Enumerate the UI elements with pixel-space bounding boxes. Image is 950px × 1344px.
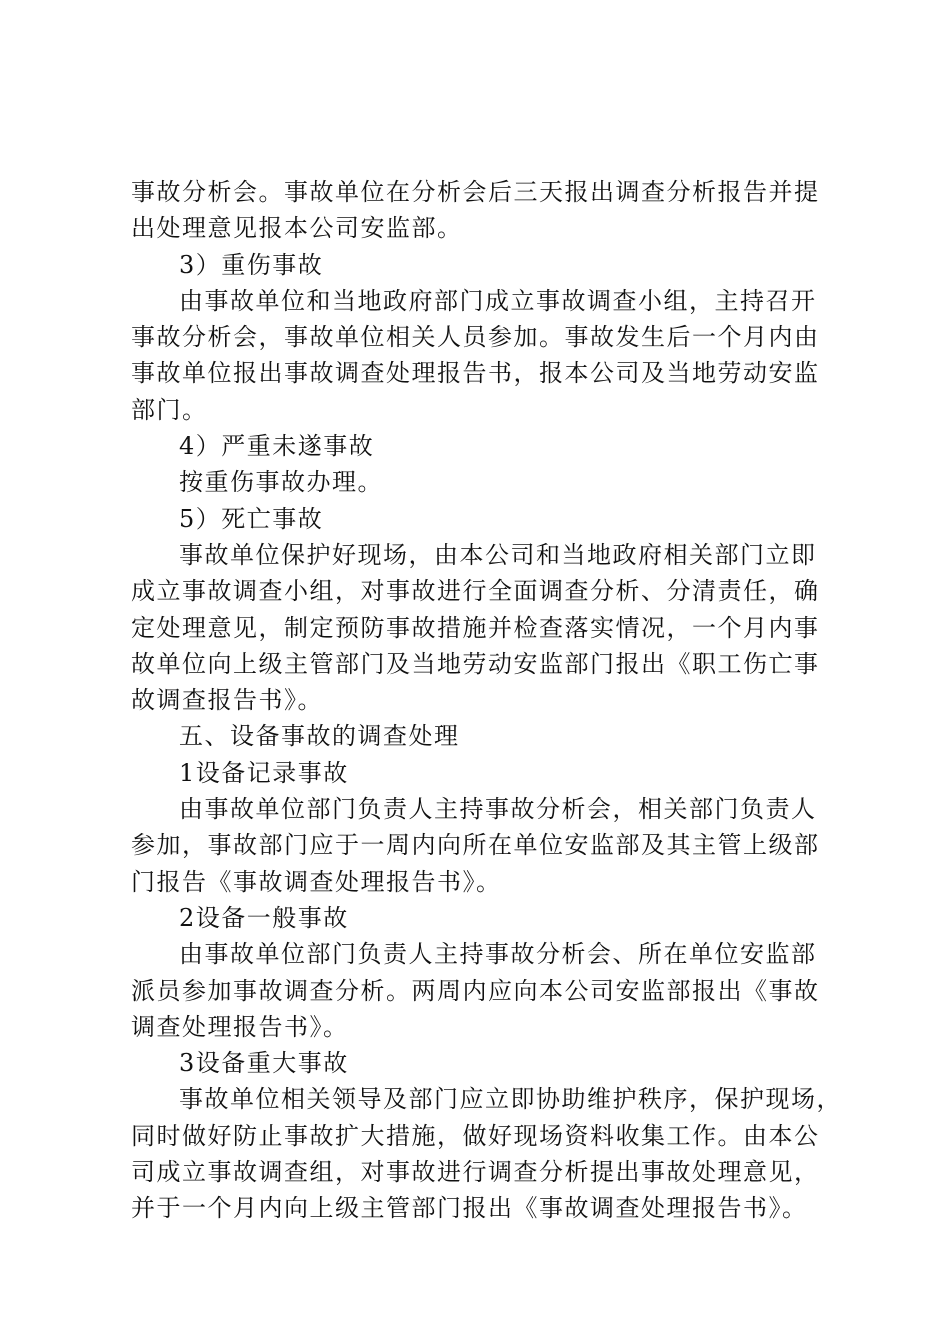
text-line: 事故单位保护好现场，由本公司和当地政府相关部门立即 [179,540,817,569]
text-line: 五、设备事故的调查处理 [179,722,460,751]
text-line: 故单位向上级主管部门及当地劳动安监部门报出《职工伤亡事 [131,649,820,678]
text-line: 派员参加事故调查分析。两周内应向本公司安监部报出《事故 [131,976,820,1005]
text-line: 并于一个月内向上级主管部门报出《事故调查处理报告书》。 [131,1194,808,1223]
text-line: 事故分析会，事故单位相关人员参加。事故发生后一个月内由 [131,323,820,352]
text-line: 门报告《事故调查处理报告书》。 [131,867,502,896]
text-line: 事故分析会。事故单位在分析会后三天报出调查分析报告并提 [131,178,820,206]
text-line: 参加，事故部门应于一周内向所在单位安监部及其主管上级部 [131,831,820,860]
text-line: 由事故单位和当地政府部门成立事故调查小组，主持召开 [179,286,817,315]
text-line: 事故单位报出事故调查处理报告书，报本公司及当地劳动安监 [131,359,820,388]
text-line: 3设备重大事故 [179,1049,349,1078]
text-line: 成立事故调查小组，对事故进行全面调查分析、分清责任，确 [131,577,820,606]
text-line: 出处理意见报本公司安监部。 [131,214,463,243]
text-line: 部门。 [131,395,208,424]
document-body [131,174,842,1227]
text-line: 调查处理报告书》。 [131,1012,349,1041]
text-line: 故调查报告书》。 [131,686,323,715]
text-line: 4）严重未遂事故 [179,432,375,461]
text-line: 定处理意见，制定预防事故措施并检查落实情况，一个月内事 [131,613,820,642]
text-line: 1设备记录事故 [179,758,349,787]
text-line: 按重伤事故办理。 [179,468,383,497]
text-line: 司成立事故调查组，对事故进行调查分析提出事故处理意见， [131,1158,820,1187]
text-line: 5）死亡事故 [179,504,324,533]
text-line: 3）重伤事故 [179,250,324,279]
text-line: 同时做好防止事故扩大措施，做好现场资料收集工作。由本公 [131,1121,820,1150]
text-line: 由事故单位部门负责人主持事故分析会，相关部门负责人 [179,795,817,824]
text-line: 事故单位相关领导及部门应立即协助维护秩序，保护现场， [179,1085,842,1114]
text-line: 由事故单位部门负责人主持事故分析会、所在单位安监部 [179,940,817,969]
text-line: 2设备一般事故 [179,903,349,932]
